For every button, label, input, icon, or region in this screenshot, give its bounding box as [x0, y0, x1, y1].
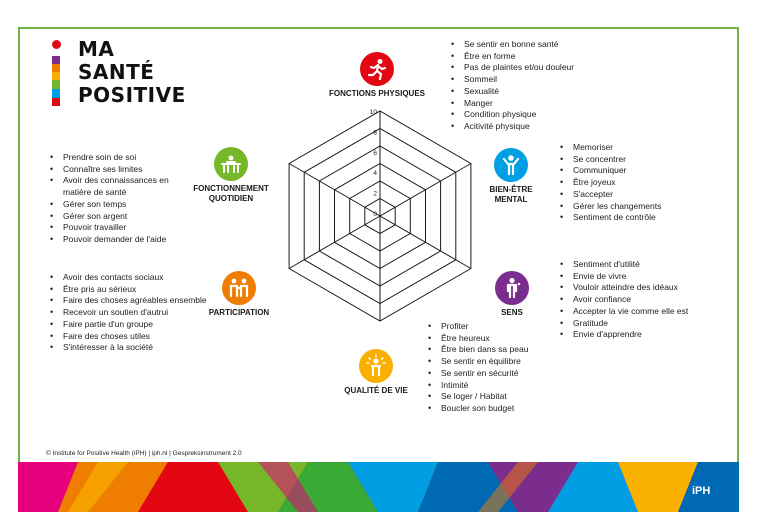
list-item: • Envie d'apprendre	[560, 329, 688, 341]
list-item: • Sentiment de contrôle	[560, 212, 661, 224]
list-item: • Avoir des connaissances en matière de santé	[50, 175, 169, 198]
dimension-label: QUALITÉ DE VIE	[344, 386, 408, 395]
list-item: • Faire des choses utiles	[50, 331, 207, 343]
logo-dot	[52, 40, 61, 49]
list-item: • S'accepter	[560, 189, 661, 201]
dimension-bien-etre-mental	[480, 148, 542, 205]
copyright-text: © Institute for Positive Health (iPH) | iph.nl | Gespreksinstrument 2.0	[46, 450, 242, 457]
dimension-fonctionnement-quotidien	[190, 147, 272, 204]
list-item: • Avoir confiance	[560, 294, 688, 306]
logo-bar-red	[52, 98, 60, 106]
radar-scale-label: 0	[373, 210, 377, 218]
two-people-icon	[222, 271, 256, 305]
decorative-color-band	[18, 462, 739, 512]
list-item: • Communiquer	[560, 165, 661, 177]
radar-grid	[289, 111, 471, 321]
list-item: • Prendre soin de soi	[50, 152, 169, 164]
iph-logo-mark: iPH	[692, 485, 711, 497]
dimension-sens	[490, 271, 534, 318]
logo-bar-orange	[52, 64, 60, 72]
logo-bar-blue	[52, 89, 60, 98]
happy-person-icon	[494, 148, 528, 182]
dimension-fonctions-physiques	[318, 52, 436, 99]
radar-scale-label: 10	[369, 109, 377, 116]
list-item: • Faire partie d'un groupe	[50, 319, 207, 331]
running-person-icon	[360, 52, 394, 86]
list-bien-etre-mental	[560, 142, 661, 224]
list-participation	[50, 272, 207, 354]
dimension-participation	[200, 271, 278, 318]
list-item: • Pouvoir travailler	[50, 222, 169, 234]
radiant-person-icon	[359, 349, 393, 383]
list-fonctions-physiques	[451, 39, 574, 133]
list-item: • Gérer son temps	[50, 199, 169, 211]
logo-bar-green	[52, 80, 60, 89]
radar-scale-label: 6	[373, 149, 377, 157]
list-item: • Faire des choses agréables ensemble	[50, 295, 207, 307]
dimension-label: FONCTIONS PHYSIQUES	[328, 89, 425, 98]
list-item: • Boucler son budget	[428, 403, 528, 415]
list-item: • Gérer son argent	[50, 211, 169, 223]
list-item: • Accepter la vie comme elle est	[560, 306, 688, 318]
list-item: • Recevoir un soutien d'autrui	[50, 307, 207, 319]
list-item: • Être heureux	[428, 333, 528, 345]
list-sens	[560, 259, 688, 341]
radar-chart	[270, 104, 490, 334]
list-item: • Se concentrer	[560, 154, 661, 166]
list-qualite-de-vie	[428, 321, 528, 415]
dimension-label: BIEN-ÊTRE MENTAL	[489, 185, 533, 204]
logo-title: MA SANTÉ POSITIVE	[78, 37, 186, 107]
dimension-label: PARTICIPATION	[208, 308, 270, 317]
list-fonctionnement-quotidien	[50, 152, 169, 246]
logo-bar-yellow	[52, 72, 60, 80]
list-item: • Sommeil	[451, 74, 574, 86]
list-item: • Envie de vivre	[560, 271, 688, 283]
radar-scale-labels	[370, 109, 378, 218]
dimension-label: FONCTIONNEMENT QUOTIDIEN	[193, 184, 269, 203]
list-item: • Être pris au sérieux	[50, 284, 207, 296]
list-item: • Se sentir en bonne santé	[451, 39, 574, 51]
standing-person-icon	[495, 271, 529, 305]
dimension-label: SENS	[501, 308, 523, 317]
list-item: • Gratitude	[560, 318, 688, 330]
radar-scale-label: 2	[373, 190, 377, 198]
list-item: • Manger	[451, 98, 574, 110]
list-item: • Pas de plaintes et/ou douleur	[451, 62, 574, 74]
list-item: • Connaître ses limites	[50, 164, 169, 176]
list-item: • Avoir des contacts sociaux	[50, 272, 207, 284]
list-item: • Profiter	[428, 321, 528, 333]
radar-scale-label: 8	[373, 129, 377, 137]
list-item: • Intimité	[428, 380, 528, 392]
list-item: • S'intéresser à la société	[50, 342, 207, 354]
list-item: • Se sentir en sécurité	[428, 368, 528, 380]
list-item: • Être bien dans sa peau	[428, 344, 528, 356]
list-item: • Memoriser	[560, 142, 661, 154]
list-item: • Sentiment d'utilité	[560, 259, 688, 271]
list-item: • Condition physique	[451, 109, 574, 121]
list-item: • Acitivité physique	[451, 121, 574, 133]
logo-bar-purple	[52, 56, 60, 64]
list-item: • Se sentir en équilibre	[428, 356, 528, 368]
list-item: • Pouvoir demander de l'aide	[50, 234, 169, 246]
list-item: • Vouloir atteindre des idéaux	[560, 282, 688, 294]
person-at-desk-icon	[214, 147, 248, 181]
list-item: • Sexualité	[451, 86, 574, 98]
radar-scale-label: 4	[373, 170, 377, 178]
list-item: • Être en forme	[451, 51, 574, 63]
list-item: • Être joyeux	[560, 177, 661, 189]
list-item: • Se loger / Habitat	[428, 391, 528, 403]
list-item: • Gérer les changements	[560, 201, 661, 213]
dimension-qualite-de-vie	[334, 349, 418, 396]
